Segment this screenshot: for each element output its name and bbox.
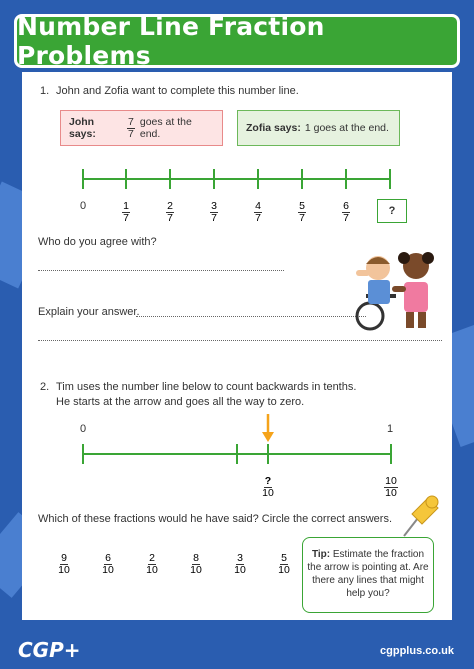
answer-line-explain-1[interactable] — [136, 316, 366, 317]
push-pin-icon — [398, 490, 442, 540]
zofia-rest: 1 goes at the end. — [304, 122, 389, 134]
children-illustration — [348, 232, 448, 332]
footer-url[interactable]: cgpplus.co.uk — [380, 645, 454, 657]
number-line-1-label: $\frac{5}{7}$ — [299, 200, 305, 224]
arrow-fraction: $\frac{?}{10}$ — [262, 475, 274, 499]
number-line-1 — [82, 178, 390, 180]
tip-label: Tip: — [311, 549, 331, 560]
number-line-1-tick — [345, 169, 347, 189]
question-2-prompt: Which of these fractions would he have said? Circle the correct answers. — [38, 513, 392, 525]
number-line-1-label: $\frac{1}{7}$ — [123, 200, 129, 224]
end-fraction: $\frac{10}{10}$ — [385, 475, 397, 499]
cgp-logo: CGP+ — [18, 638, 81, 662]
question-2-line1: Tim uses the number line below to count backwards in tenths. — [56, 381, 357, 393]
number-line-1-label: $\frac{6}{7}$ — [343, 200, 349, 224]
john-rest: goes at the end. — [139, 116, 192, 140]
number-line-1-tick — [125, 169, 127, 189]
number-line-1-label: $\frac{3}{7}$ — [211, 200, 217, 224]
number-line-1-label: $\frac{2}{7}$ — [167, 200, 173, 224]
number-line-1-tick — [301, 169, 303, 189]
number-line-2-tick — [390, 444, 392, 464]
answer-line-explain-2[interactable] — [38, 340, 442, 341]
unknown-box[interactable]: ? — [377, 199, 407, 223]
number-line-1-tick — [213, 169, 215, 189]
number-line-1-label: 0 — [79, 200, 87, 212]
number-line-2-tick — [267, 444, 269, 464]
explain-prompt: Explain your answer. — [38, 306, 140, 318]
number-line-2-start-label: 0 — [79, 423, 87, 435]
answer-option[interactable]: $\frac{2}{10}$ — [146, 552, 158, 576]
question-1-number: 1. — [40, 85, 50, 97]
question-2-number: 2. — [40, 381, 50, 393]
john-says-box — [60, 110, 223, 146]
answer-option[interactable]: $\frac{8}{10}$ — [190, 552, 202, 576]
question-1-text: John and Zofia want to complete this number line. — [56, 85, 299, 97]
john-name: John says: — [69, 116, 96, 140]
answer-line-agree[interactable] — [38, 270, 284, 271]
page-title: Number Line Fraction Problems — [17, 12, 325, 70]
zofia-says-box — [237, 110, 400, 146]
answer-option[interactable]: $\frac{9}{10}$ — [58, 552, 70, 576]
number-line-1-label: $\frac{4}{7}$ — [255, 200, 261, 224]
answer-option[interactable]: $\frac{6}{10}$ — [102, 552, 114, 576]
john-fraction: $\frac{7}{7}$ — [128, 115, 134, 140]
zofia-name: Zofia says: — [246, 122, 301, 134]
title-banner — [14, 14, 460, 68]
question-2-line2: He starts at the arrow and goes all the way to zero. — [56, 396, 305, 408]
number-line-2-end-label: 1 — [386, 423, 394, 435]
number-line-1-tick — [257, 169, 259, 189]
agree-prompt: Who do you agree with? — [38, 236, 157, 248]
number-line-2-tick — [82, 444, 84, 464]
tip-text: Estimate the fraction the arrow is pointing at. Are there any lines that might help you? — [307, 549, 429, 599]
number-line-2-tick — [236, 444, 238, 464]
number-line-1-tick — [82, 169, 84, 189]
number-line-1-tick — [389, 169, 391, 189]
answer-option[interactable]: $\frac{5}{10}$ — [278, 552, 290, 576]
answer-option[interactable]: $\frac{3}{10}$ — [234, 552, 246, 576]
arrow-pointer-icon — [262, 414, 274, 444]
tip-box — [302, 537, 434, 613]
number-line-1-tick — [169, 169, 171, 189]
